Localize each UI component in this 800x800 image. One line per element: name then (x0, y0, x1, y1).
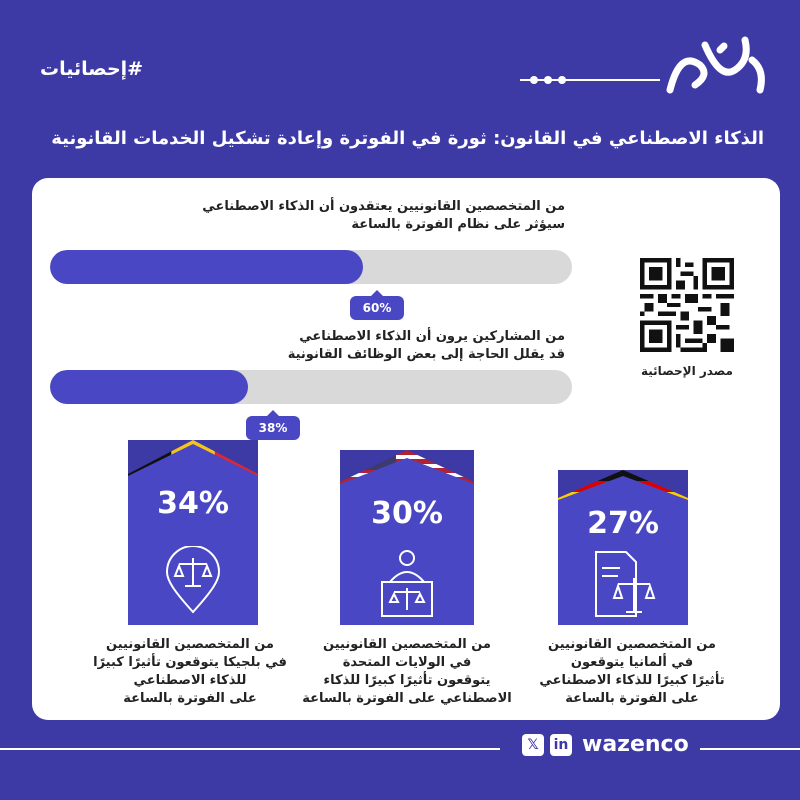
stat-1-bar (50, 250, 572, 284)
qr-code (640, 258, 734, 352)
stat-1-text: من المتخصصين القانونيين يعتقدون أن الذكاء الاصطناعي سيؤثر على نظام الفوترة بالساعة (202, 199, 565, 232)
germany-percentage: 27% (587, 506, 659, 541)
belgium-percentage: 34% (157, 486, 229, 521)
country-card-usa (340, 450, 474, 625)
stat-2-bar-fill (50, 370, 248, 404)
qr-source-label: مصدر الإحصائية (641, 364, 733, 378)
x-icon[interactable]: 𝕏 (522, 734, 544, 756)
hashtag: #إحصائيات (40, 58, 144, 80)
belgium-description: من المتخصصين القانونيين في بلجيكا يتوقعون تأثيرًا كبيرًا للذكاء الاصطناعي على الفوترة بالساعة (93, 637, 287, 706)
footer-divider-right (700, 748, 800, 750)
usa-percentage: 30% (371, 496, 443, 531)
stat-1-badge: 60% (350, 296, 404, 320)
country-card-germany (558, 470, 688, 625)
document-scales-icon (588, 550, 658, 620)
stat-2-text: من المشاركين يرون أن الذكاء الاصطناعي قد يقلل الحاجة إلى بعض الوظائف القانونية (287, 329, 565, 362)
country-card-belgium (128, 440, 258, 625)
linkedin-icon[interactable]: in (550, 734, 572, 756)
stat-2-badge: 38% (246, 416, 300, 440)
footer (522, 732, 689, 757)
wazen-logo (520, 30, 770, 110)
brand-name: wazenco (582, 732, 689, 757)
page-title: الذكاء الاصطناعي في القانون: ثورة في الفوترة وإعادة تشكيل الخدمات القانونية (51, 128, 764, 149)
stat-2-bar (50, 370, 572, 404)
location-scales-icon (163, 546, 223, 616)
lawyer-podium-icon (372, 548, 442, 618)
germany-description: من المتخصصين القانونيين في ألمانيا يتوقعون تأثيرًا كبيرًا للذكاء الاصطناعي على الفوترة بالساعة (539, 637, 725, 706)
footer-divider-left (0, 748, 500, 750)
stat-1-bar-fill (50, 250, 363, 284)
usa-description: من المتخصصين القانونيين في الولايات المتحدة يتوقعون تأثيرًا كبيرًا للذكاء الاصطناعي على الفوترة بالساعة (302, 637, 512, 706)
